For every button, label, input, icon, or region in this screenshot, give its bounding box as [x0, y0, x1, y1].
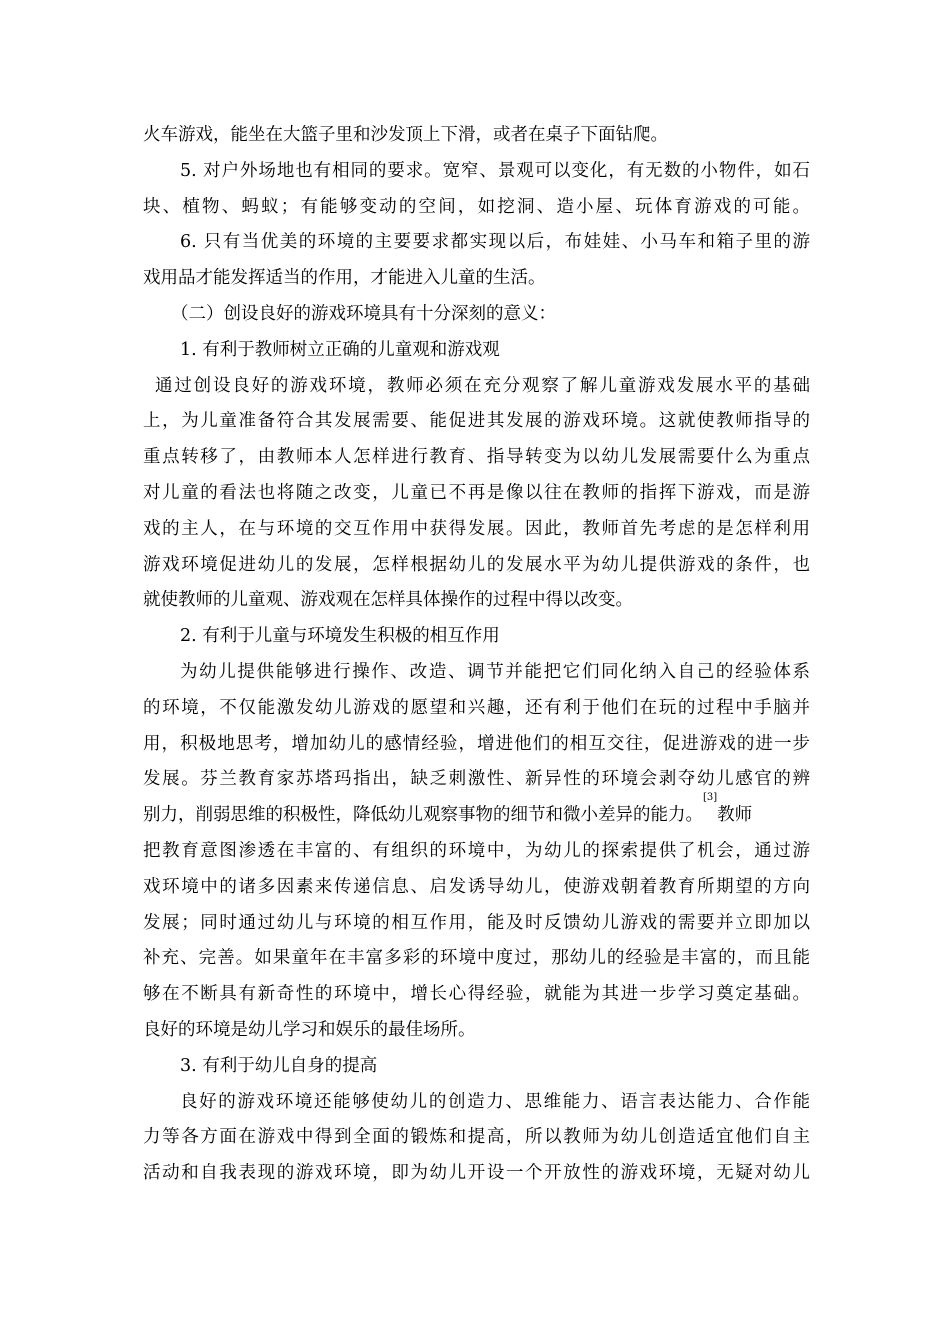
- paragraph-line: 对儿童的看法也将随之改变，儿童已不再是像以往在教师的指挥下游戏，而是游: [143, 482, 810, 503]
- subsection-heading: 1. 有利于教师树立正确的儿童观和游戏观: [180, 339, 500, 360]
- paragraph-text: 别力，削弱思维的积极性，降低幼儿观察事物的细节和微小差异的能力。: [143, 805, 703, 826]
- subsection-heading: 3. 有利于幼儿自身的提高: [180, 1055, 378, 1076]
- paragraph-line: 良好的游戏环境还能够使幼儿的创造力、思维能力、语言表达能力、合作能: [180, 1091, 810, 1112]
- paragraph-line: 戏环境中的诸多因素来传递信息、启发诱导幼儿，使游戏朝着教育所期望的方向: [143, 876, 810, 897]
- paragraph-line: 游戏环境促进幼儿的发展，怎样根据幼儿的发展水平为幼儿提供游戏的条件，也: [143, 554, 810, 575]
- paragraph-line: 6. 只有当优美的环境的主要要求都实现以后，布娃娃、小马车和箱子里的游: [180, 232, 810, 253]
- paragraph-line: 块、植物、蚂蚁；有能够变动的空间，如挖洞、造小屋、玩体育游戏的可能。: [143, 196, 810, 217]
- paragraph-line: 上，为儿童准备符合其发展需要、能促进其发展的游戏环境。这就使教师指导的: [143, 411, 810, 432]
- paragraph-line: 把教育意图渗透在丰富的、有组织的环境中，为幼儿的探索提供了机会，通过游: [143, 840, 810, 861]
- paragraph-line: 补充、完善。如果童年在丰富多彩的环境中度过，那幼儿的经验是丰富的，而且能: [143, 948, 810, 969]
- section-heading: （二）创设良好的游戏环境具有十分深刻的意义：: [171, 303, 556, 324]
- citation-marker: [3]: [703, 792, 718, 804]
- document-body: [143, 118, 810, 1192]
- paragraph-line: 活动和自我表现的游戏环境，即为幼儿开设一个开放性的游戏环境，无疑对幼儿: [143, 1163, 810, 1184]
- paragraph-line: 就使教师的儿童观、游戏观在怎样具体操作的过程中得以改变。: [143, 590, 633, 611]
- paragraph-text: 教师: [717, 805, 753, 826]
- paragraph-line: 力等各方面在游戏中得到全面的锻炼和提高，所以教师为幼儿创造适宜他们自主: [143, 1127, 810, 1148]
- paragraph-line: 戏用品才能发挥适当的作用，才能进入儿童的生活。: [143, 268, 546, 289]
- paragraph-line: 戏的主人，在与环境的交互作用中获得发展。因此，教师首先考虑的是怎样利用: [143, 518, 810, 539]
- paragraph-line: 重点转移了，由教师本人怎样进行教育、指导转变为以幼儿发展需要什么为重点: [143, 447, 810, 468]
- paragraph-line: 火车游戏，能坐在大篮子里和沙发顶上下滑，或者在桌子下面钻爬。: [143, 125, 668, 145]
- paragraph-line: 发展。芬兰教育家苏塔玛指出，缺乏刺激性、新异性的环境会剥夺幼儿感官的辨: [143, 769, 810, 790]
- paragraph-line: 良好的环境是幼儿学习和娱乐的最佳场所。: [143, 1019, 476, 1040]
- paragraph-line: 5. 对户外场地也有相同的要求。宽窄、景观可以变化，有无数的小物件，如石: [180, 160, 810, 181]
- paragraph-line: 为幼儿提供能够进行操作、改造、调节并能把它们同化纳入自己的经验体系: [180, 661, 810, 682]
- paragraph-line: 够在不断具有新奇性的环境中，增长心得经验，就能为其进一步学习奠定基础。: [143, 984, 810, 1005]
- paragraph-line: 的环境，不仅能激发幼儿游戏的愿望和兴趣，还有利于他们在玩的过程中手脑并: [143, 697, 810, 718]
- paragraph-line: 用，积极地思考，增加幼儿的感情经验，增进他们的相互交往，促进游戏的进一步: [143, 733, 810, 754]
- paragraph-line: [143, 792, 810, 834]
- paragraph-line: 发展；同时通过幼儿与环境的相互作用，能及时反馈幼儿游戏的需要并立即加以: [143, 912, 810, 933]
- paragraph-line: 通过创设良好的游戏环境，教师必须在充分观察了解儿童游戏发展水平的基础: [155, 375, 810, 396]
- subsection-heading: 2. 有利于儿童与环境发生积极的相互作用: [180, 626, 500, 647]
